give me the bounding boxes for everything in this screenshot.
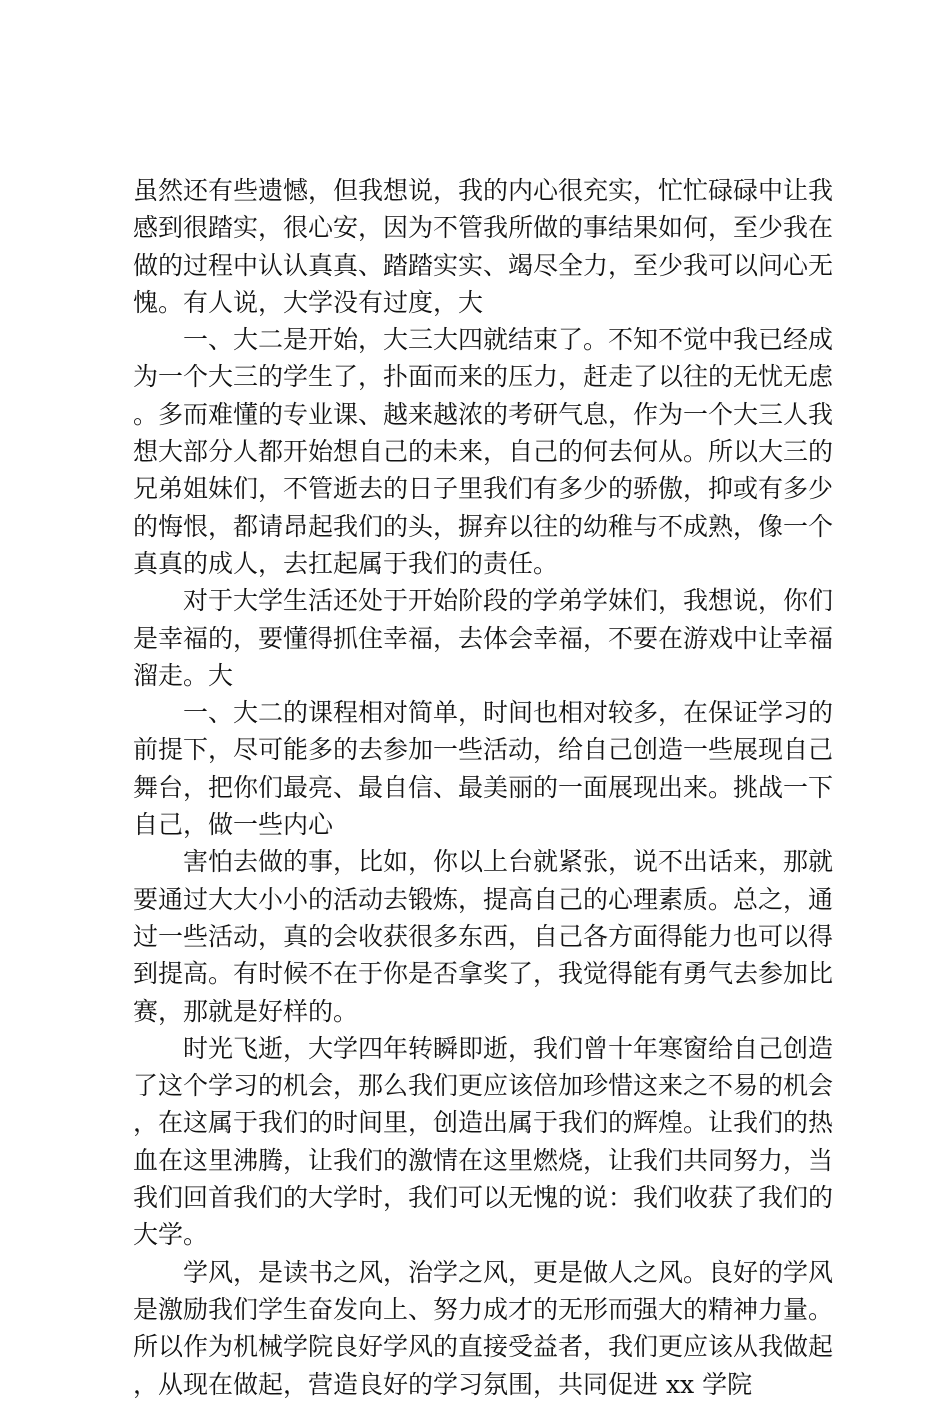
paragraph-1: 虽然还有些遗憾，但我想说，我的内心很充实，忙忙碌碌中让我感到很踏实，很心安，因为不管我所做的事结果如何，至少我在做的过程中认认真真、踏踏实实、竭尽全力，至少我可以问心无愧。有人说，大学没有过度，大 [133,176,834,317]
paragraph-4: 一、大二的课程相对简单，时间也相对较多，在保证学习的前提下，尽可能多的去参加一些活动，给自己创造一些展现自己舞台，把你们最亮、最自信、最美丽的一面展现出来。挑战一下自己，做一些内心 [133,698,834,840]
paragraph-5: 害怕去做的事，比如，你以上台就紧张，说不出话来，那就要通过大大小小的活动去锻炼，提高自己的心理素质。总之，通过一些活动，真的会收获很多东西，自己各方面得能力也可以得到提高。有时候不在于你是否拿奖了，我觉得能有勇气去参加比赛，那就是好样的。 [133,847,834,1026]
paragraph-2: 一、大二是开始，大三大四就结束了。不知不觉中我已经成为一个大三的学生了，扑面而来的压力，赶走了以往的无忧无虑。多而难懂的专业课、越来越浓的考研气息，作为一个大三人我想大部分人都开始想自己的未来，自己的何去何从。所以大三的兄弟姐妹们，不管逝去的日子里我们有多少的骄傲，抑或有多少的悔恨，都请昂起我们的头，摒弃以往的幼稚与不成熟，像一个真真的成人，去扛起属于我们的责任。 [133,325,834,578]
document-body [133,172,833,1403]
paragraph-3: 对于大学生活还处于开始阶段的学弟学妹们，我想说，你们是幸福的，要懂得抓住幸福，去体会幸福，不要在游戏中让幸福溜走。大 [133,586,834,690]
paragraph-7: 学风，是读书之风，治学之风，更是做人之风。良好的学风是激励我们学生奋发向上、努力成才的无形而强大的精神力量。所以作为机械学院良好学风的直接受益者，我们更应该从我做起，从现在做起，营造良好的学习氛围，共同促进 xx 学院 [133,1257,834,1399]
paragraph-6: 时光飞逝，大学四年转瞬即逝，我们曾十年寒窗给自己创造了这个学习的机会，那么我们更应该倍加珍惜这来之不易的机会，在这属于我们的时间里，创造出属于我们的辉煌。让我们的热血在这里沸腾，让我们的激情在这里燃烧，让我们共同努力，当我们回首我们的大学时，我们可以无愧的说：我们收获了我们的大学。 [133,1033,834,1250]
